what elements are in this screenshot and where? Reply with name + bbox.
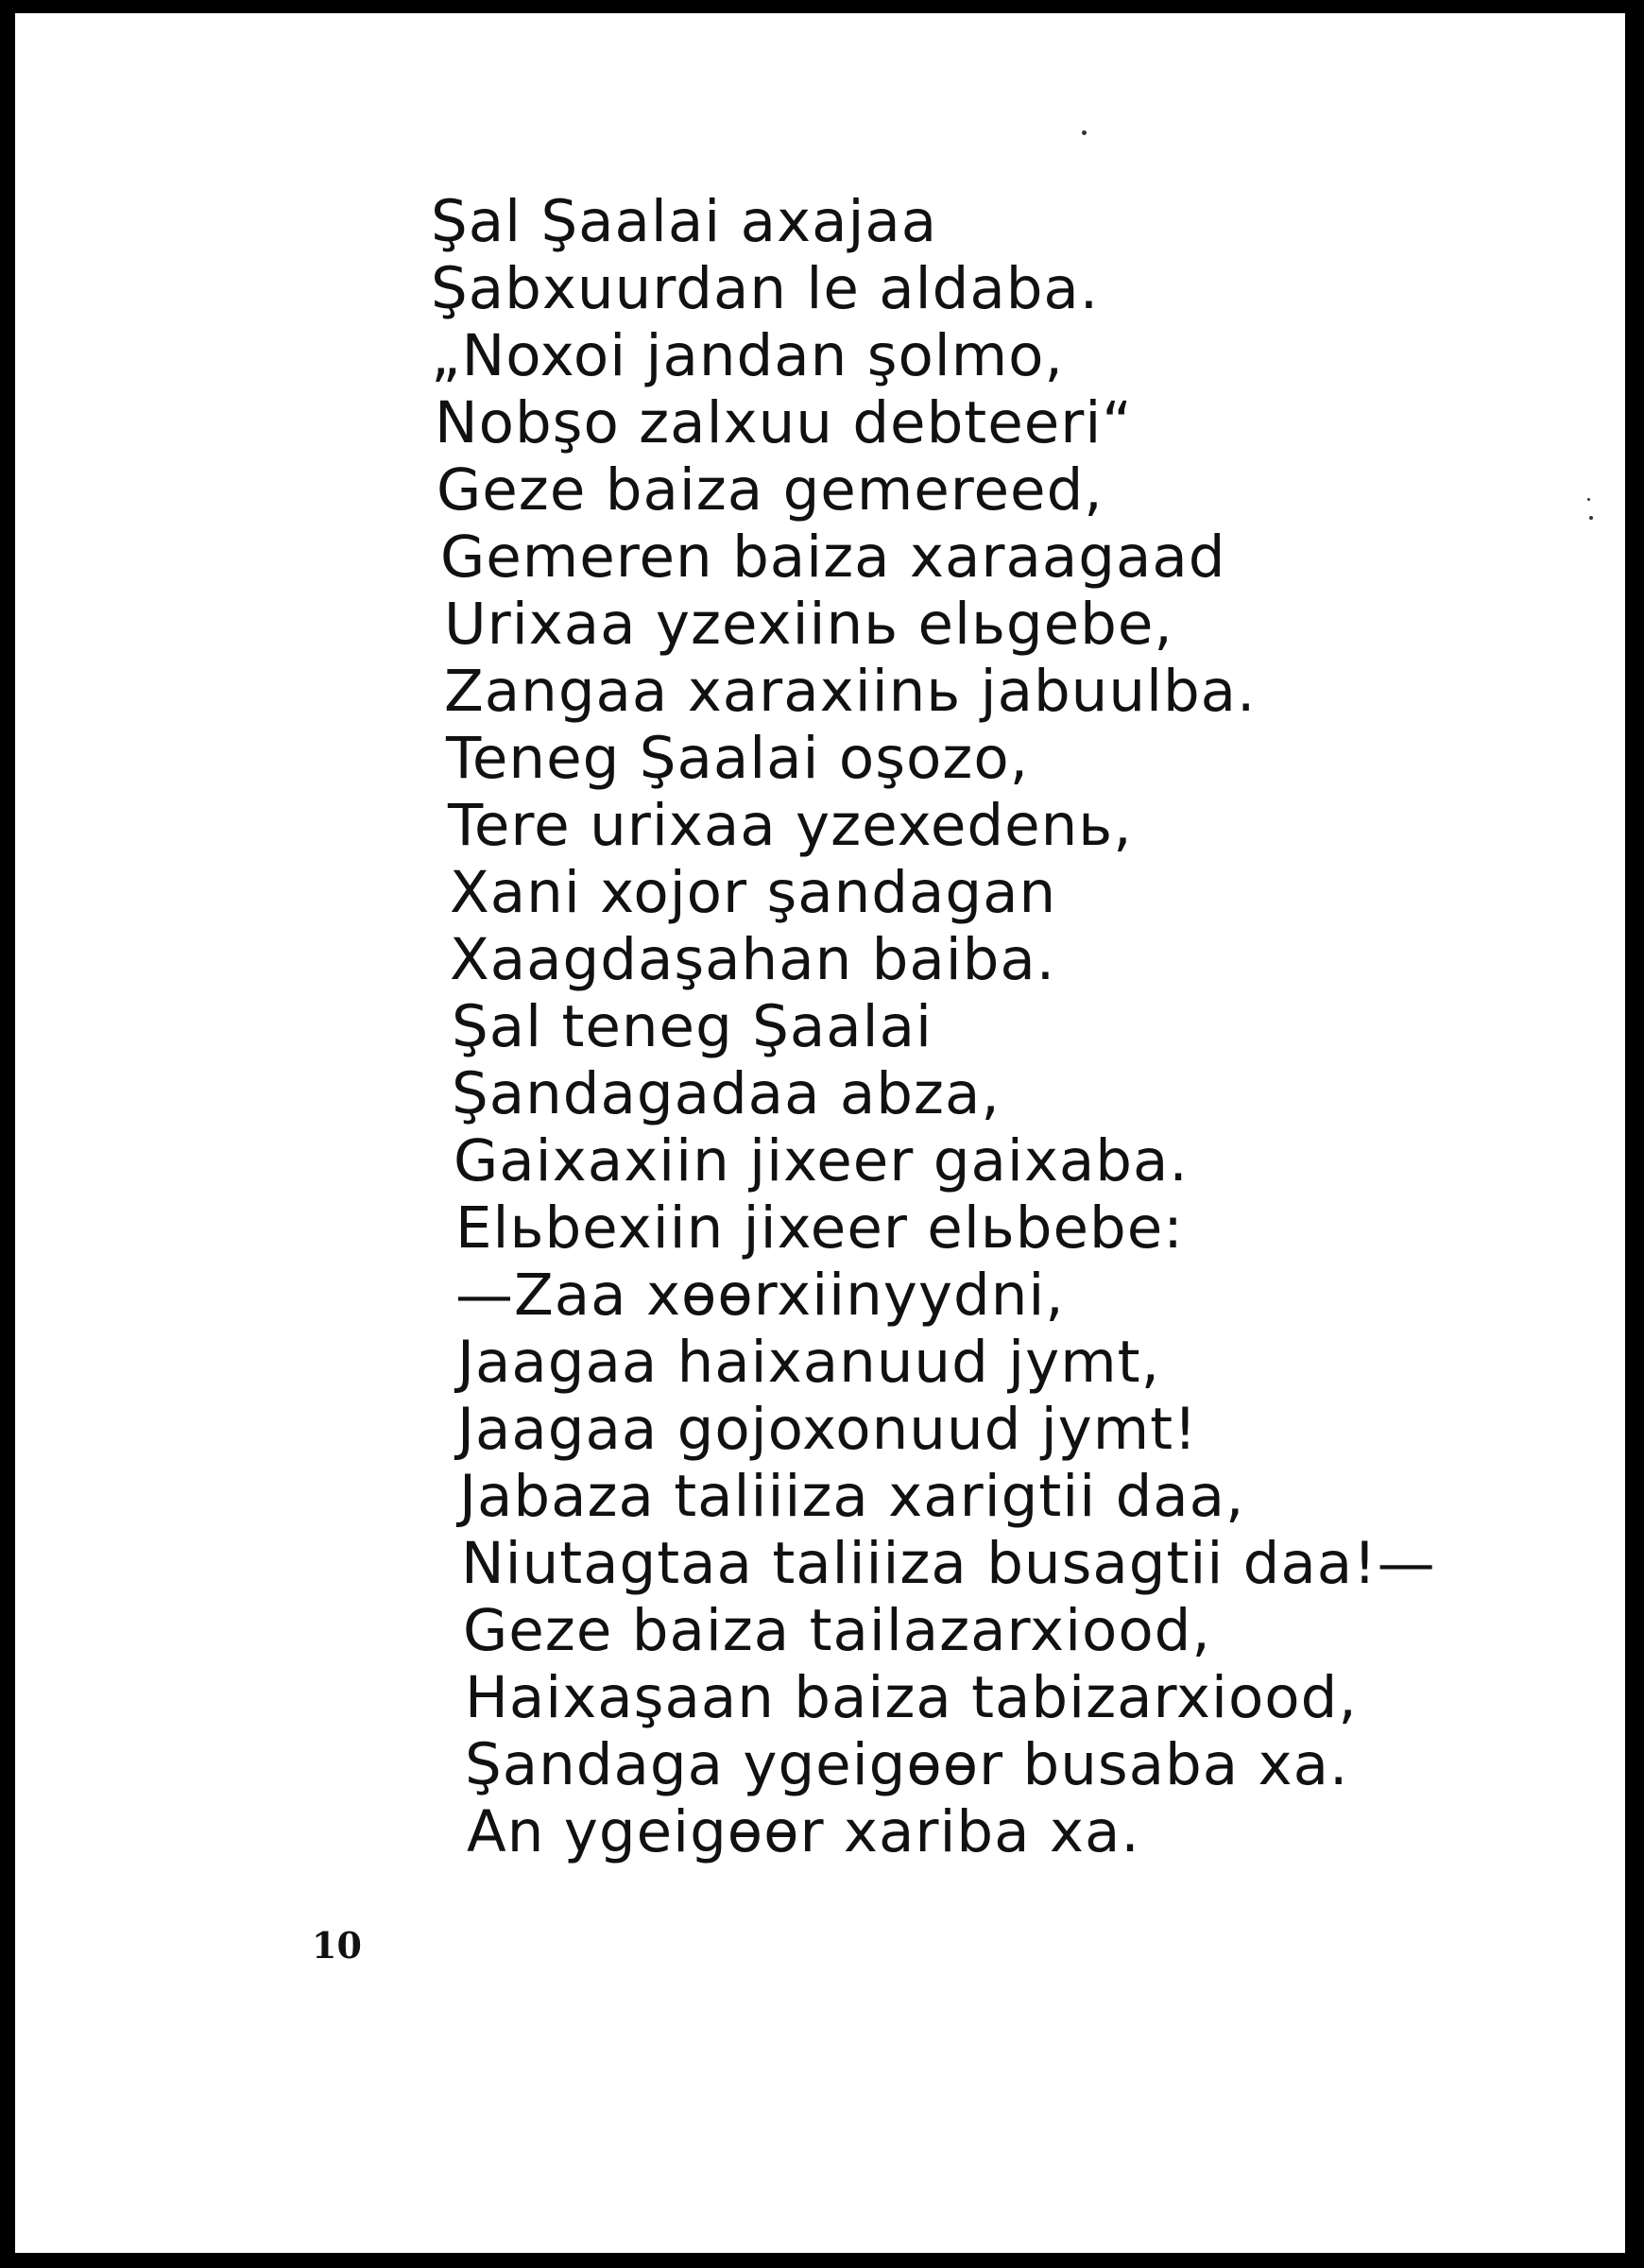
poem-line: Xani xojor şandagan [450, 859, 1057, 926]
poem-line: Şandaga ygeigөөr busaba xa. [465, 1731, 1349, 1798]
poem-line: Geze baiza tailazarxiood, [463, 1597, 1211, 1664]
poem-line: Şal teneg Şaalai [452, 993, 933, 1060]
scan-speck [1589, 516, 1593, 520]
poem-line: Jabaza taliiiza xarigtii daa, [459, 1463, 1245, 1530]
poem-line: Jaagaa haixanuud jymt, [457, 1329, 1160, 1396]
poem-line: Niutagtaa taliiiza busagtii daa!— [461, 1530, 1436, 1597]
poem-line: Jaagaa gojoxonuud jymt! [457, 1396, 1198, 1463]
poem-line: Tere urixaa yzexedenь, [448, 792, 1133, 859]
poem-line: Gaixaxiin jixeer gaixaba. [454, 1127, 1189, 1194]
poem-line: Urixaa yzexiinь elьgebe, [444, 591, 1173, 658]
poem-line: Teneg Şaalai oşozo, [446, 725, 1030, 792]
poem-line: „Noxoi jandan şolmo, [431, 322, 1064, 389]
poem-line: Xaagdaşahan baiba. [450, 926, 1056, 993]
poem-line: Şandagadaa abza, [452, 1060, 1001, 1127]
poem-line: Nobşo zalxuu debteeri“ [435, 389, 1133, 456]
poem-line: Geze baiza gemereed, [437, 456, 1104, 524]
scan-speck [1587, 498, 1590, 501]
poem-line: Haixaşaan baiza tabizarxiood, [465, 1664, 1358, 1731]
poem-line: Şabxuurdan le aldaba. [431, 255, 1100, 322]
page-number: 10 [312, 1924, 362, 1967]
poem-line: Gemeren baiza xaraagaad [440, 524, 1226, 591]
poem-line: Zangaa xaraxiinь jabuulba. [444, 658, 1257, 725]
poem-line: Elьbexiin jixeer elьbebe: [455, 1194, 1184, 1262]
poem-line: Şal Şaalai axajaa [431, 188, 938, 255]
scan-speck [1082, 130, 1087, 135]
poem-line: —Zaa xөөrxiinyydni, [455, 1262, 1065, 1329]
poem-line: An ygeigөөr xariba xa. [467, 1798, 1140, 1865]
